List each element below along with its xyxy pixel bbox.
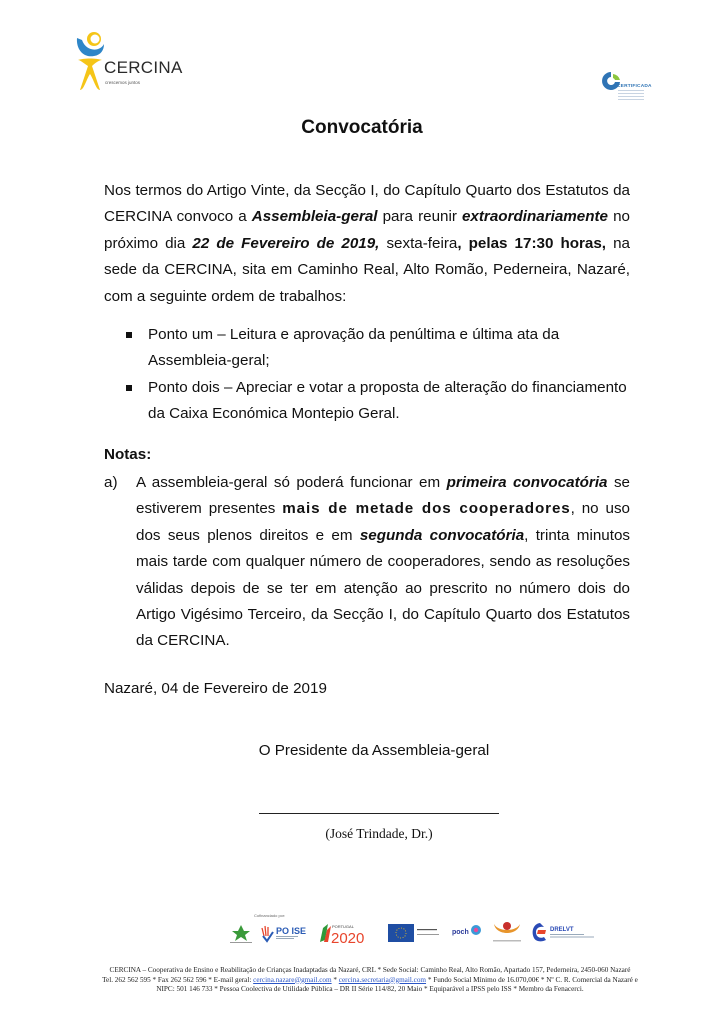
eu-flag-icon: [388, 922, 444, 944]
signature-line: [259, 813, 499, 814]
note-a-text: [136, 470, 630, 655]
meeting-date: 22 de Fevereiro de 2019,: [192, 234, 380, 252]
cofunding-logos: [230, 908, 610, 953]
svg-text:DRELVT: DRELVT: [550, 927, 574, 933]
agenda-item-text: Ponto um – Leitura e aprovação da penúltima e última ata da Assembleia-geral;: [148, 326, 560, 370]
agenda-item: [140, 375, 630, 428]
intro-text: sexta-feira: [379, 234, 458, 252]
intro-text: Nos termos do Artigo Vinte, da Secção I, do Capítulo Quarto dos Estatutos da CERCINA convoco a: [104, 182, 630, 226]
intro-text: , pelas: [457, 234, 515, 252]
note-marker: a): [104, 474, 118, 491]
intro-text: , sita em Caminho Real, Alto Romão, Pederneira, Nazaré, com a seguinte ordem de trabalhos:: [104, 261, 630, 305]
svg-text:PO ISE: PO ISE: [276, 926, 307, 936]
intro-text: para reunir: [377, 208, 462, 226]
agenda-item: [140, 322, 630, 375]
note-text: , no uso dos seus plenos direitos e em: [136, 500, 630, 544]
intro-text: na sede da CERCINA: [104, 234, 630, 279]
cercina-figure-icon: [74, 30, 106, 92]
cercina-tagline: crescemos juntos: [105, 80, 141, 85]
svg-text:2020: 2020: [331, 930, 365, 946]
intro-text: no próximo dia: [104, 208, 630, 252]
notes-heading: Notas:: [104, 446, 152, 463]
footer-line-2: [60, 976, 680, 986]
intro-paragraph: [104, 178, 630, 310]
square-bullet-icon: [126, 385, 132, 391]
note-text: A assembleia-geral só poderá funcionar em: [136, 474, 447, 491]
iefp-logo-icon: [230, 922, 252, 944]
second-call-emphasis: segunda convocatória: [359, 526, 525, 544]
meeting-time: 17:30 horas,: [514, 234, 607, 252]
note-text: se estiverem presentes: [136, 474, 630, 518]
poise-logo-icon: [260, 922, 310, 944]
extraordinary-emphasis: extraordinariamente: [461, 208, 609, 226]
document-title: Convocatória: [301, 117, 423, 138]
svg-text:PORTUGAL: PORTUGAL: [332, 924, 354, 929]
certification-label: CERTIFICADA: [617, 84, 652, 89]
cercina-logo: [74, 30, 183, 92]
footer-separator: *: [331, 975, 339, 984]
signatory-name: (José Trindade, Dr.): [325, 826, 433, 841]
email-link-nazare[interactable]: cercina.nazare@gmail.com: [253, 975, 332, 984]
agenda-list: [140, 322, 630, 428]
assembly-emphasis: Assembleia-geral: [251, 208, 378, 226]
page-footer: [60, 966, 680, 995]
footer-contact-text: Tel. 262 562 595 * Fax 262 562 596 * E-mail geral:: [102, 975, 254, 984]
poch-logo-icon: [452, 920, 482, 942]
svg-text:poch: poch: [452, 929, 469, 936]
cofunding-label: Cofinanciado por:: [254, 913, 286, 918]
signatory-role: O Presidente da Assembleia-geral: [258, 742, 490, 759]
certification-details: [618, 90, 644, 102]
social-security-logo-icon: [490, 918, 524, 946]
first-call-emphasis: primeira convocatória: [446, 474, 608, 491]
footer-fund-text: * Fundo Social Mínimo de 16.070,00€ * Nº C. R. Comercial da Nazaré e: [426, 975, 638, 984]
quorum-emphasis: mais de metade dos cooperadores: [282, 500, 571, 518]
certification-logo: [600, 70, 660, 110]
email-link-secretaria[interactable]: cercina.secretaria@gmail.com: [338, 975, 427, 984]
square-bullet-icon: [126, 332, 132, 338]
place-date: Nazaré, 04 de Fevereiro de 2019: [104, 680, 327, 697]
drelvt-logo-icon: [530, 920, 600, 944]
portugal2020-logo-icon: [318, 920, 378, 946]
agenda-item-text: Ponto dois – Apreciar e votar a proposta de alteração do financiamento da Caixa Económica Montepio Geral.: [148, 378, 627, 423]
footer-line-1: CERCINA – Cooperativa de Ensino e Reabilitação de Crianças Inadaptadas da Nazaré, CRL * Sede Social: Caminho Real, Alto Romão, Apartado 157, Pederneira, 2450-060 Nazaré: [109, 966, 631, 974]
footer-line-3: NIPC: 501 146 733 * Pessoa Coolectiva de Utilidade Pública – DR II Série 114/82, 20 Maio * Equiparável a IPSS pelo ISS * Membro da Fenacerci.: [156, 985, 584, 994]
note-text: , trinta minutos mais tarde com qualquer número de cooperadores, sendo as resoluções válidas depois de se ter em atenção ao prescrito no número dois do Artigo Vigésimo Terceiro, da Secção I, do Capítulo Quarto dos Estatutos da CERCINA.: [136, 526, 630, 650]
cercina-wordmark: CERCINA: [104, 58, 183, 77]
